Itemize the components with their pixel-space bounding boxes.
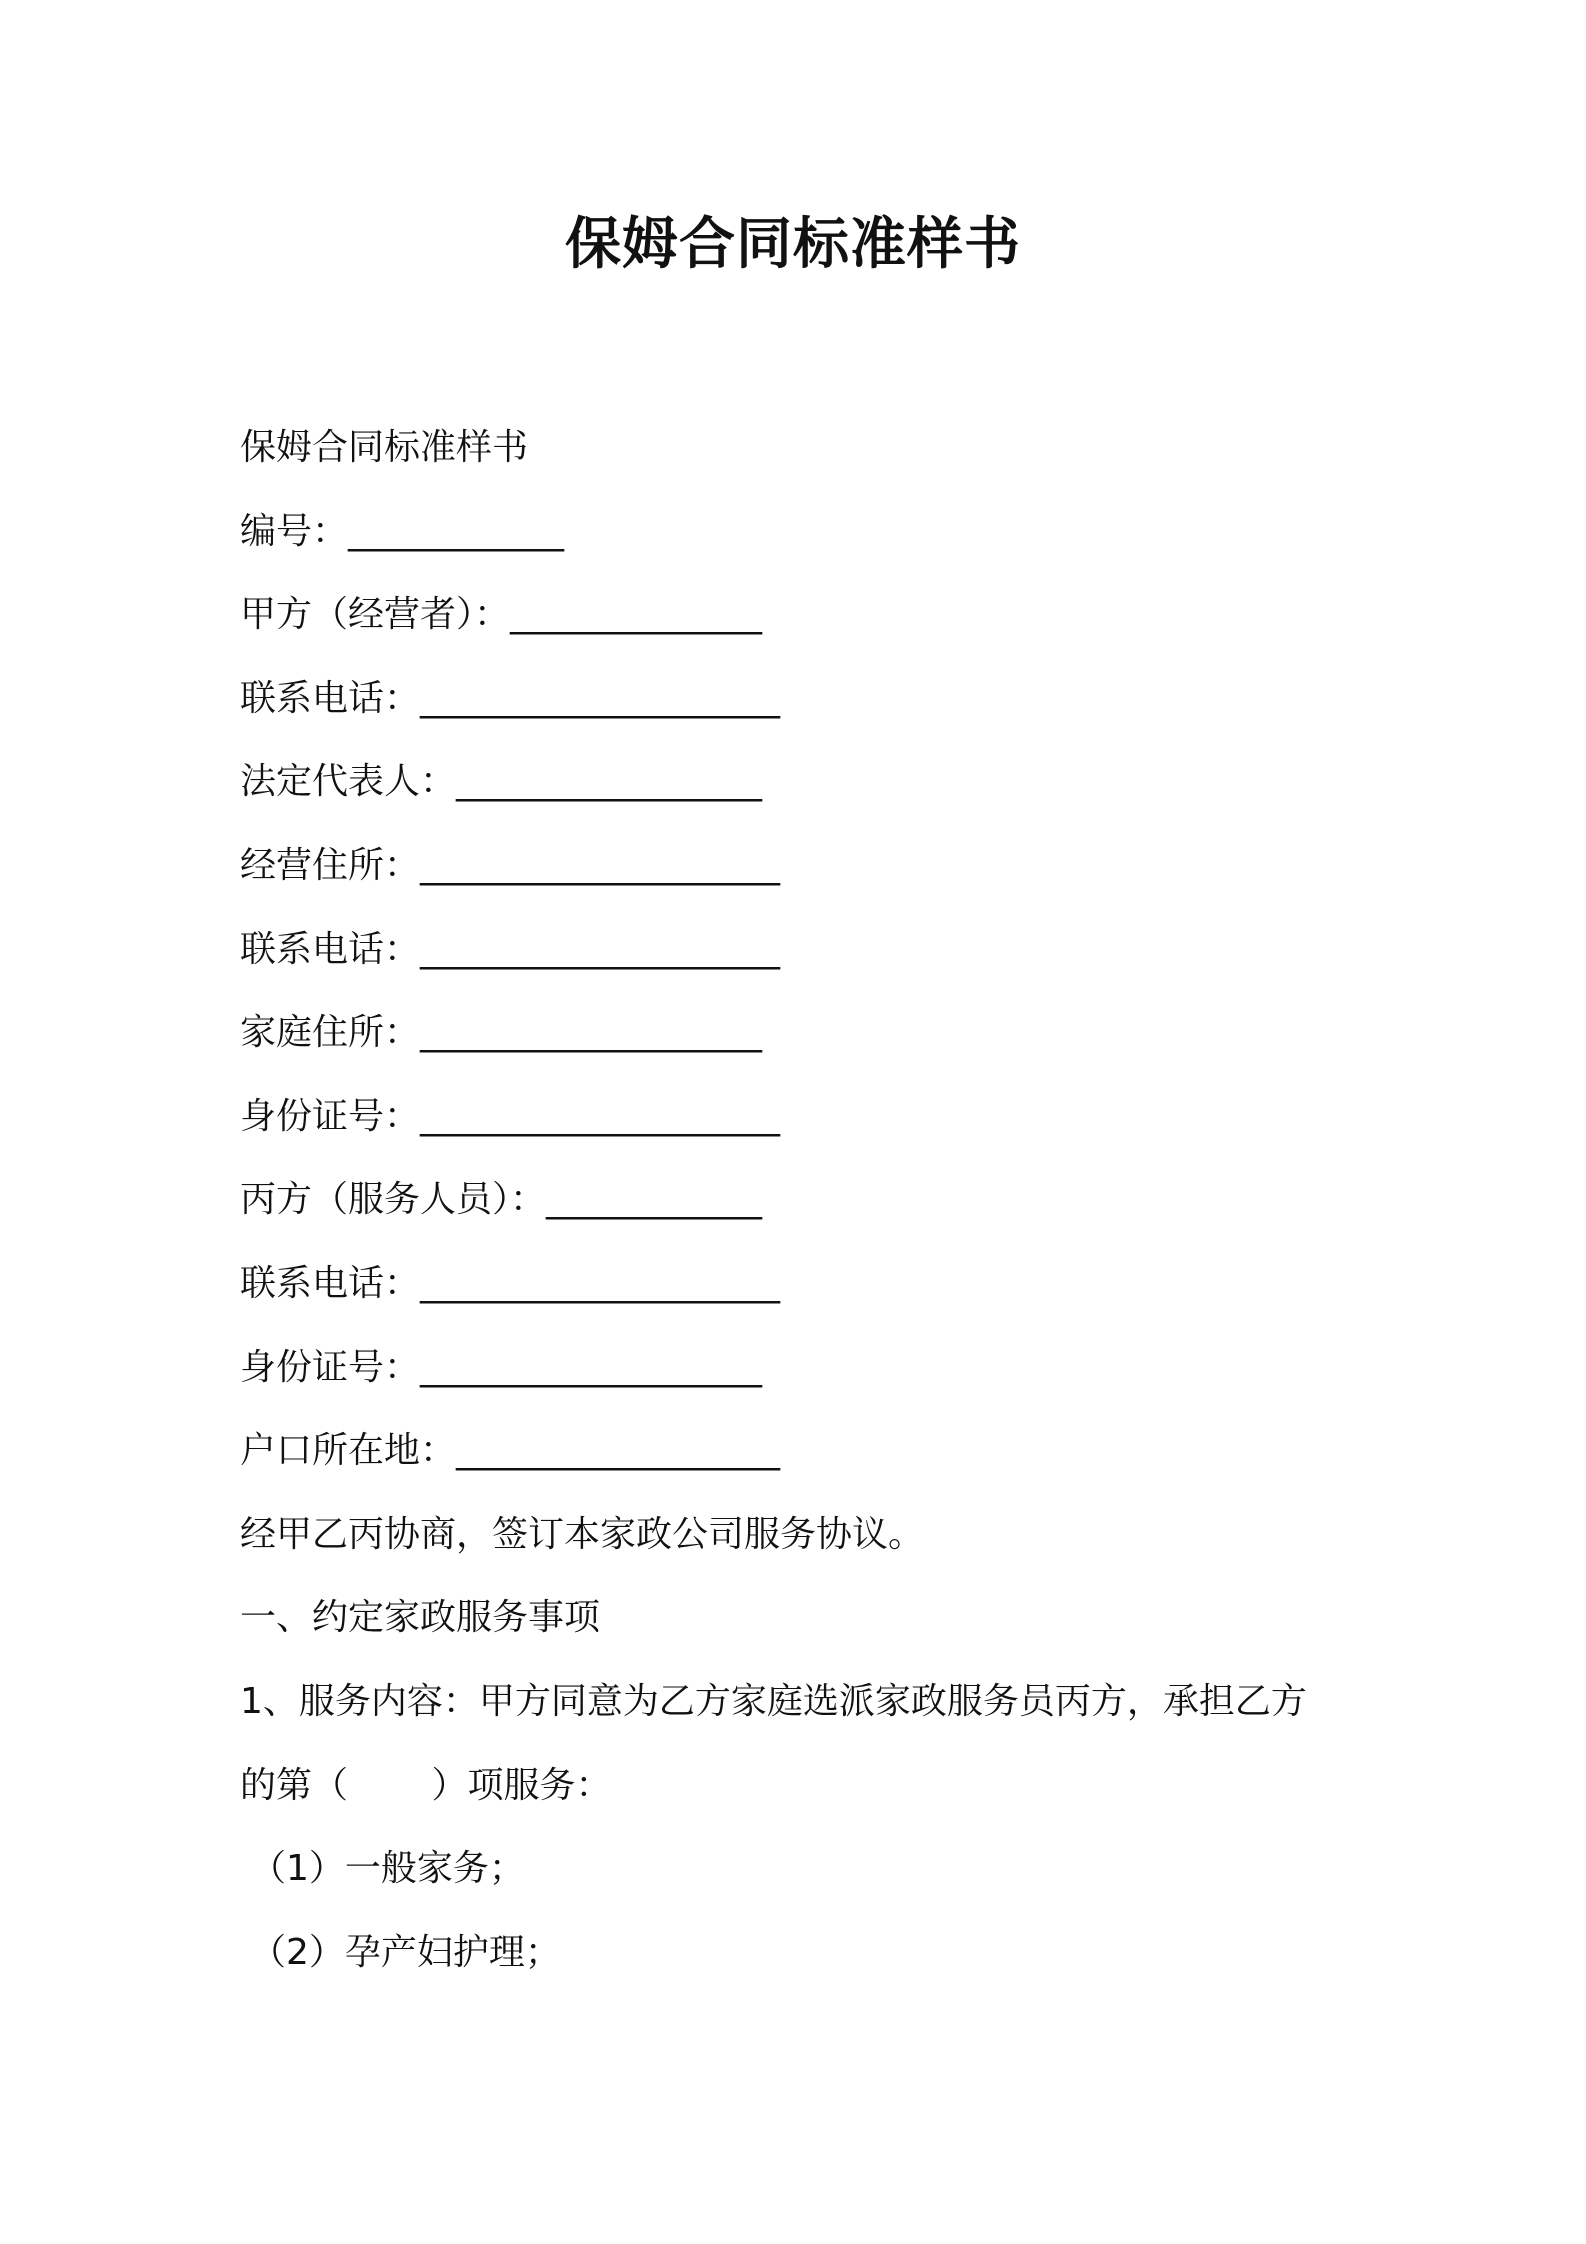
subtitle-line: 保姆合同标准样书	[240, 427, 529, 468]
party-a-operator-field: 甲方（经营者）：______________	[240, 594, 763, 636]
contract-number-field: 编号：____________	[240, 510, 565, 552]
home-address-field: 家庭住所：___________________	[240, 1012, 763, 1054]
document-body	[240, 406, 1360, 1994]
section-heading-services: 一、约定家政服务事项	[240, 1597, 601, 1639]
clause-1-continuation: 的第（ ）项服务：	[240, 1764, 612, 1806]
service-item-2: （2）孕产妇护理；	[250, 1931, 561, 1973]
service-item-1: （1）一般家务；	[250, 1848, 525, 1890]
agreement-statement: 经甲乙丙协商，签订本家政公司服务协议。	[240, 1513, 925, 1555]
clause-1-service-content: 1、服务内容：甲方同意为乙方家庭选派家政服务员丙方，承担乙方	[240, 1680, 1307, 1722]
household-registration-field: 户口所在地：__________________	[240, 1430, 781, 1472]
party-c-service-staff-field: 丙方（服务人员）：____________	[240, 1179, 763, 1221]
party-b-phone-field: 联系电话：____________________	[240, 928, 781, 970]
legal-representative-field: 法定代表人：_________________	[240, 761, 763, 803]
party-c-id-number-field: 身份证号：___________________	[240, 1346, 763, 1388]
party-c-phone-field: 联系电话：____________________	[240, 1262, 781, 1304]
business-address-field: 经营住所：____________________	[240, 844, 781, 886]
document-title: 保姆合同标准样书	[565, 212, 1021, 277]
party-b-id-number-field: 身份证号：____________________	[240, 1095, 781, 1137]
party-a-phone-field: 联系电话：____________________	[240, 677, 781, 719]
